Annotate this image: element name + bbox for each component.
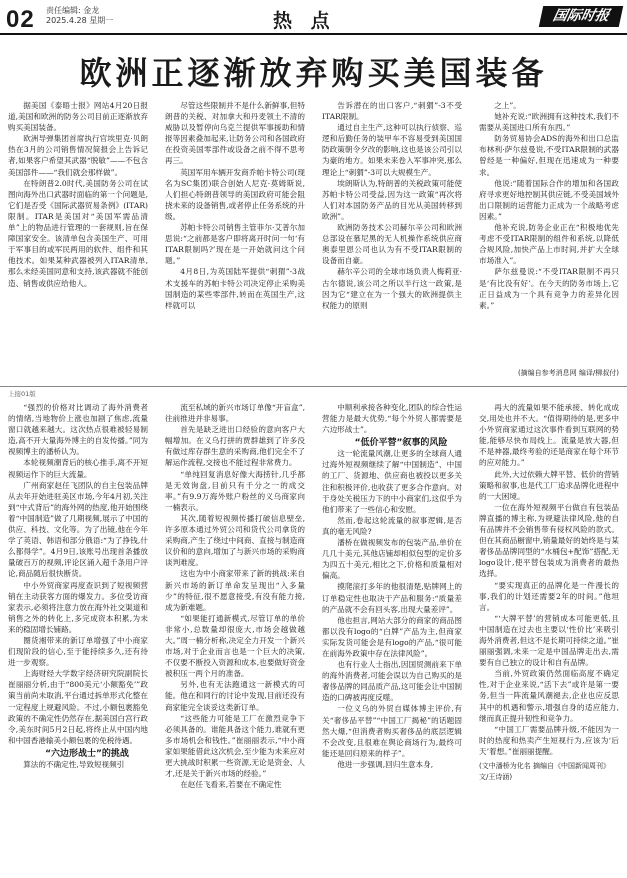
paragraph: 圈货湘带来的新订单增强了中小商家们现阶段的信心,至于能持续多久,还有待进一步观察。 — [8, 635, 148, 668]
paragraph: 中顺利承接各种变化,团队的综合性运营能力是最大优势,“每个外贸人都需要是六边形战士”。 — [322, 403, 462, 435]
paragraph: 再大的流量如果不能承接、转化成成交,用处也并不大。“值得期待的是,更多中小外贸商家通过这次事件看到互联网的势能,能够尽快布局线上。流量是放大器,但不是神器,最终考验的还是商家在每个环节的应对能力。” — [479, 403, 619, 468]
paragraph: 据美国《泰晤士报》网站4月20日报道,美国和欧洲的防务公司目前正逐渐放弃购买美国装备。 — [8, 101, 148, 133]
paragraph: “如果能打通新模式,尽管订单的单价非常小,总数量却很庞大,市场会越做越大。”周一楠分析称,决定全力开发一个新兴市场,对于企业而言也是一个巨大的决策,不仅要不断投入资源和成本,也要做好资金被积压一两个月的准备。 — [165, 613, 305, 679]
paragraph: 欧洲导弹集团首席执行官埃里克·贝朗热在3月的公司销售情况简报会上告诉记者,如果客户希望其武器“脱敏”——不包含美国部件——“我们就会那样做”。 — [8, 134, 148, 177]
paragraph: 然而,卷起这轮流量的叙事逻辑,是否真的毫无风险? — [322, 515, 462, 536]
paragraph: 埃朗斯认为,特朗普的关税政策可能使苏帕卡特公司受益,因为这一政策“再次将人们对本国防务产品的目光从美国转移到欧洲”。 — [322, 178, 462, 221]
paragraph: 尽管这些限制并不是什么新鲜事,但特朗普的关税、对加拿大和丹麦领土不清的威胁以及暂停向乌克兰提供军事援助和情报等因素叠加起来,让防务公司和各国政府在投资美国零部件或设备之前不得不思考再三。 — [165, 101, 305, 166]
continued-label: 上接01版 — [8, 390, 36, 398]
masthead — [0, 0, 627, 33]
paragraph: “这些能力可能是工厂在激烈竞争下必须具备的。谁能具备这个能力,谁就有更多市场机会和钱性。”崔丽丽表示,“中小商家如果能借此这次机会,至少能为未来应对更大挑战时积累一些资源,无论是资金、人才,还是关于新兴市场的经验。” — [165, 713, 305, 779]
col4-paragraphs — [479, 402, 619, 757]
article-bottom-col1 — [8, 402, 148, 770]
paragraph: 告诉潜在的出口客户,“刺猬”-3不受ITAR限制。 — [322, 101, 462, 122]
paragraph: 首先是缺乏进出口经验的意向客户大幅增加。在义乌打拼的贾群雄到了许多没有做过库存群生意的采购商,他们完全不了解运作流程,交接也不能过程非常费力。 — [165, 425, 305, 468]
article-top-col1 — [8, 100, 148, 289]
col3-paragraphs-b — [322, 448, 462, 770]
paragraph: 在赵任飞看来,若要在不确定性 — [180, 780, 282, 790]
page-number: 02 — [6, 6, 35, 33]
newspaper-logo: 国际时报 — [539, 6, 623, 27]
subhead-lowprice: “低价平替”叙事的风险 — [354, 438, 448, 449]
paragraph: 萨尔兹曼说:“不受ITAR限制不再只是‘有比没有好’。在今天的防务市场上,它正日益成为一个具有竞争力的差异化因素。” — [479, 267, 619, 310]
paragraph: 摸爬滚打多年的他很清楚,贴牌网上的订单稳定性也取决于产品和服务:“质量差的产品就不会有回头客,出现大量差评”。 — [322, 582, 462, 614]
paragraph: 通过自主生产,这种可以执行侦察、巡逻和后勤任务的装甲车不容易受到美国国防政策朝令夕改的影响,这也是该公司引以为豪的地方。如果未来卷入军事冲突,那么理论上“刺猬”-3可以大规模生产。 — [322, 123, 462, 177]
paragraph: 英国军用车辆开发商乔帕卡特公司(现名为SC集团)联合创始人尼克·莫姆斯说,人们担心特朗普领导的美国政府可能会阻挠未来的设备销售,或者停止任务系统的升级。 — [165, 167, 305, 221]
paragraph: 本轮视频潮背后的核心推手,离不开短视频运作下的巨大流量。 — [8, 458, 148, 479]
paragraph: 赫尔辛公司的全球市场负责人梅莉亚·古尔德说,该公司之所以半行这一政策,是因为它“建立在为一个强大的欧洲提供主权能力的原则 — [322, 267, 462, 310]
paragraph: 他说:“随着国际合作的增加和各国政府寻求更好地控制其供应链,不受美国域外出口限制的运营能力正成为一个战略考虑因素。” — [479, 178, 619, 221]
paragraph: 中小外贸商家再度查识到了短视频营销在主动获客方面的爆发力。多位受访商家表示,必须将注意力放在海外社交渠道和销售之外的转化上,多完成资本积累,为未来的稳固增长铺路。 — [8, 580, 148, 634]
paragraph: 4月8日,为英国陆军提供“刺猬”-3战术支援车的苏帕卡特公司决定停止采购美国制造的某些零部件,转而在英国生产,这样就可以 — [165, 267, 305, 310]
col1-paragraphs-b — [8, 759, 148, 770]
paragraph: 一位义乌的外贸自媒体博主评价,有关“奢侈品平替”“中国工厂揭秘”的话题固然大爆,“但消费者购买奢侈品的底层逻辑不会改变,且很难在舆论商场行为,最终可能还是回归原来的样子”。 — [322, 704, 462, 758]
col1-paragraphs — [8, 402, 148, 746]
paragraph: “要实现真正的品牌化是一件漫长的事,我们的计划还需要2年的时间。”他坦言。 — [479, 580, 619, 612]
paragraph: 这也为中小商家带来了新的挑战:来自新兴市场的新订单命发呈现出“入多量少”的特征,很不愿意接受,有没有能力接,成为新难题。 — [165, 569, 305, 612]
paragraph: 防务贸易协会ADS的海外和出口总监布林利·萨尔兹曼说,不受ITAR限制的武器曾经是一种偏好,但现在迅速成为一种要求。 — [479, 134, 619, 177]
paragraph: 他补充说,防务企业正在“积极地优先考虑不受ITAR限制的组件和系统,以降低合规风险,加快产品上市时间,并扩大全球市场准入”。 — [479, 223, 619, 266]
paragraph: 欧洲防务技术公司赫尔辛公司和欧洲总部设在慕尼黑的无人机操作系统供应商奥泰里恩公司也认为有不受ITAR限制的设备而自豪。 — [322, 223, 462, 266]
paragraph: 他也担言,网站大部分的商家的商品图都以没有logo的“白牌”产品为主,但商家实际发货可能会是有logo的产品,“很可能在前海外政策中存在法律风险”。 — [322, 615, 462, 658]
paragraph: 也有行业人士指出,因国贸测前来下单的海外消费者,可能会误以为自己购买的是奢侈品牌的同品质产品,这可能会让中国制造的口碑被再度反噬。 — [322, 660, 462, 703]
paragraph: “单纯回复消息好像大海捞针,几乎都是无效询盘,目前只有千分之一的成交率。”有9.9万海外账户粉丝的义乌商家向一楠表示。 — [165, 469, 305, 512]
paragraph: 之上”。 — [494, 101, 521, 110]
subhead-hexagon: “六边形战士”的挑战 — [45, 748, 129, 759]
date-line: 2025.4.28 星期一 — [46, 16, 114, 25]
article-bottom — [8, 402, 619, 872]
editor-line: 责任编辑: 金龙 — [46, 6, 100, 15]
section-divider — [0, 386, 627, 387]
section-title: 热 点 — [273, 10, 336, 32]
paragraph: 潘桥在做视频发布的包装产品,单价在几几十美元,其他店铺却相似包型的定价多为四五十美元,相比之下,价格和质量相对偏高。 — [322, 538, 462, 581]
paragraph: 其次,随着短视频传播打破信息壁垒,许多原本通过外贸公司和货代公司拿货的采购商,产生了绕过中间商、直接与制造商议价和的意向,增加了与新兴市场的采购商谈判难度。 — [165, 513, 305, 568]
paragraph: “强烈的价格对比调动了海外消费者的情绪,当地物价上涨也加剧了焦虑,流量窗口就越来越大。这次热点很难被轻易制造,高不开大量海外博主的自发传播。”同为视频博主的潘桥认为。 — [8, 403, 148, 457]
issue-info — [46, 6, 113, 26]
article-top-col3 — [322, 100, 462, 311]
article-top-credit: (摘编自参考消息网 编译/柳叔付) — [517, 369, 619, 377]
paragraph: 当前,外贸政策仍然面临高度不确定性,对于企业来说,“活下去”或许是第一要务,但当一阵流量风潮褪去,企业也应反思其中的机遇和警示,增强自身的适应能力,继而真正提升韧性和竞争力。 — [479, 669, 619, 723]
paragraph: 此外,大过依赖大牌平替、低价的营销策略和叙事,也是代工厂追求品牌化进程中的一大困境。 — [479, 469, 619, 501]
article-top-col2 — [165, 100, 305, 311]
paragraph: “中国工厂需要品牌升级,不能因为一时的热度和热卖产生短视行为,应该为‘后天’着想。”崔丽丽提醒。 — [479, 724, 619, 756]
article-bottom-col3 — [322, 402, 462, 770]
paragraph: 广州商家赵任飞团队的自主包装品牌从去年开始进驻美区市场,今年4月初,关注到“中式背后”的海外网的热度,他开始围绕着“中国制造”做了几期视频,展示了中国的供应、科技、文化等。为了出镜,他在今年学了英语、韩语和部分俄语:“为了挣钱,什么都得学”。4月9日,该账号出现首条播放量破百万的视频,评论区涌入超千条用户评论,商品随后很快断货。 — [8, 480, 148, 579]
header-rule — [0, 33, 627, 35]
paragraph: 在特朗普2.0时代,美国防务公司在试图向海外出口武器时面临的第一个问题是,它们是否受《国际武器贸易条例》(ITAR)限制。ITAR是美国对“美国军需品清单”上的物品进行管理的一套规则,旨在保障国家安全。该清单包含美国生产、可用于军事目的或军民两用的软件、组件和其他技术。如果某种武器被列入ITAR清单,那么未经美国同意和支持,该武器就不能创造、销售或供应给他人。 — [8, 178, 148, 288]
headline: 欧洲正逐渐放弃购买美国装备 — [79, 54, 548, 92]
article-bottom-col2 — [165, 402, 305, 790]
paragraph: 他进一步强调,回归生意本身, — [337, 759, 434, 769]
paragraph: 上海财经大学数字经济研究院副院长崔丽丽分析,由于“800美元‘小额豁免’”政策当前尚未取消,平台通过拆单形式化整在一定程度上规避风险。不过,小额包裹豁免政策的不确定性仍然存在,据美国白宫行政令,美东时间5月2日起,将终止从中国内地和中国香港输美小额包裹的免税待遇。 — [8, 669, 148, 745]
article-top — [8, 100, 619, 382]
col3-paragraphs — [322, 402, 462, 435]
paragraph: 一位在海外短视频平台做自有包装品牌直播的博主称,为规避法律风险,他的自有品牌并不会销售带有侵权风险的款式。但在其商品橱窗中,销量最好的始终是与某奢侈品品牌同型的“水桶包+配饰”搭配,无logo设计,使平替包装成为消费者的最热选择。 — [479, 502, 619, 579]
paragraph: “‘大牌平替’的营销成本可能更低,且中国制造在过去也主要以‘性价比’来吸引海外消费者,但这不是长期可持续之道。”崔丽丽强调,未来一定是中国品牌走出去,需要有自己独立的设计和自有品牌。 — [479, 613, 619, 668]
paragraph: 算法的不确定性,导致短视频引 — [23, 759, 125, 769]
paragraph: 这一轮流量风潮,让更多的全球商人通过海外短视频继续了解“中国制造”、中国的工厂、货源地、供应商也被投以更多关注和积极评价,也收获了更多合作意向。对于身处关税压力下的中小商家们,这似乎为他们带来了一些信心和安慰。 — [322, 449, 462, 514]
paragraph: 流至私域的新兴市场订单像“开盲盒”,往前推进并非易事。 — [165, 403, 305, 424]
article-top-col4 — [479, 100, 619, 311]
paragraph: 她补充说:“欧洲拥有这种技术,我们不需要从美国进口所有东西。” — [479, 112, 619, 133]
paragraph: 另外,也有无法跑通这一新模式的可能。他在和同行的讨论中发现,目前还没有商家能完全谈妥这类新订单。 — [165, 680, 305, 712]
article-bottom-credit: (文中潘桥为化名 摘编自《中国新闻周刊》 文/王诗涵) — [479, 762, 610, 782]
paragraph: 苏帕卡特公司销售主管菲尔·艾普尔加思说:“之前都是客户即将离开时问一句‘有ITAR限制吗?’现在是一开始就问这个问题。” — [165, 223, 305, 266]
article-bottom-col4 — [479, 402, 619, 783]
